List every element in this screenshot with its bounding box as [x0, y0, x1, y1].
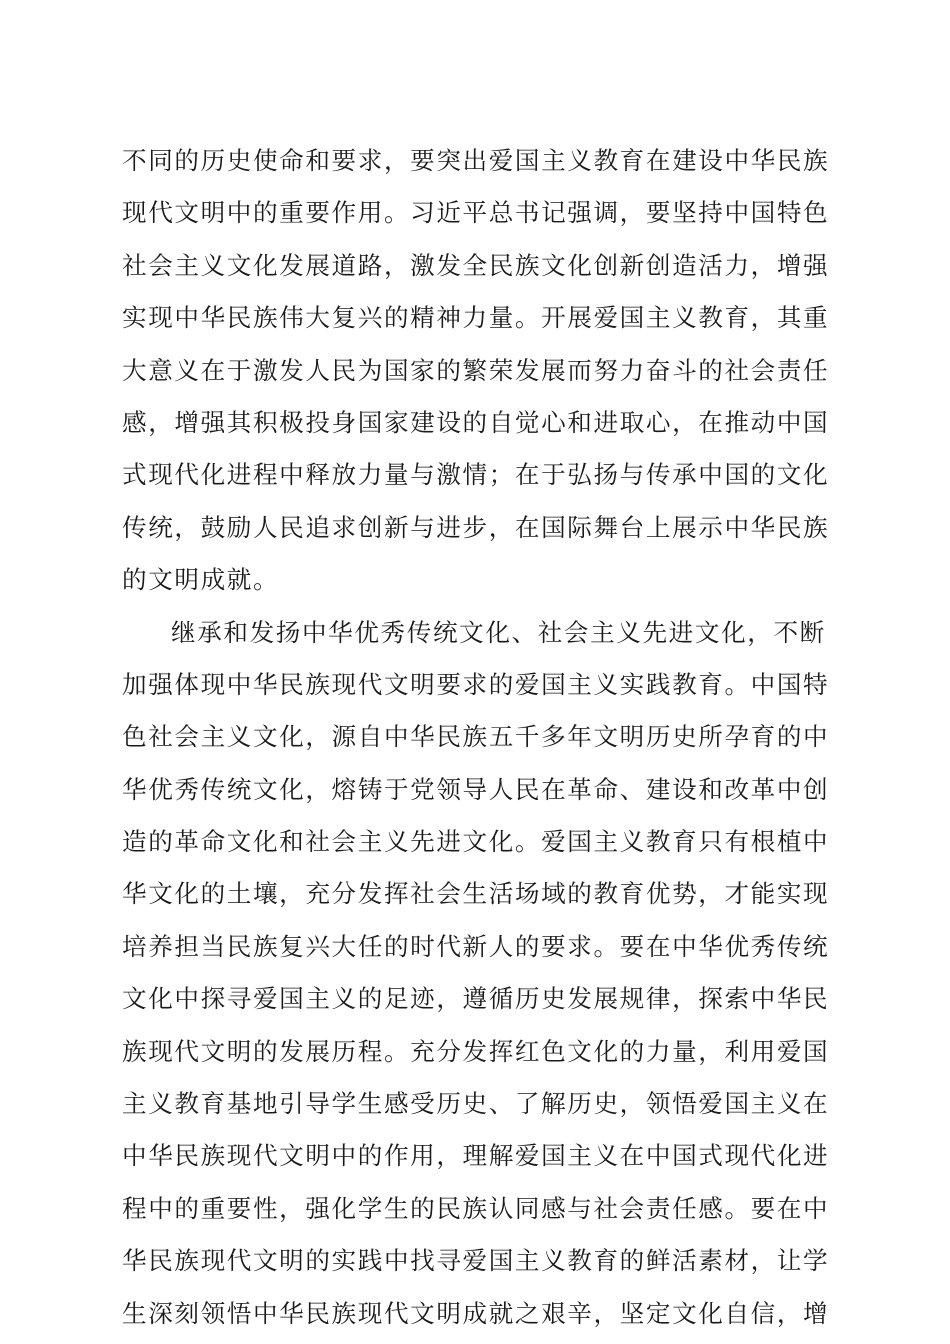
text-line: 的文明成就。 — [122, 565, 280, 595]
text-line: 实现中华民族伟大复兴的精神力量。开展爱国主义教育，其重 — [122, 303, 830, 333]
text-line: 不同的历史使命和要求，要突出爱国主义教育在建设中华民族 — [122, 146, 830, 175]
text-line: 华民族现代文明的实践中找寻爱国主义教育的鲜活素材，让学 — [122, 1246, 830, 1276]
text-line: 培养担当民族复兴大任的时代新人的要求。要在中华优秀传统 — [122, 931, 830, 961]
text-line: 继承和发扬中华优秀传统文化、社会主义先进文化，不断 — [171, 617, 826, 647]
text-line: 族现代文明的发展历程。充分发挥红色文化的力量，利用爱国 — [122, 1036, 830, 1066]
text-line: 传统，鼓励人民追求创新与进步，在国际舞台上展示中华民族 — [122, 512, 830, 542]
text-line: 加强体现中华民族现代文明要求的爱国主义实践教育。中国特 — [122, 669, 830, 699]
text-line: 中华民族现代文明中的作用，理解爱国主义在中国式现代化进 — [122, 1141, 830, 1171]
text-line: 主义教育基地引导学生感受历史、了解历史，领悟爱国主义在 — [122, 1089, 830, 1119]
paragraph-1 — [122, 135, 832, 607]
text-line: 程中的重要性，强化学生的民族认同感与社会责任感。要在中 — [122, 1193, 830, 1223]
text-line: 造的革命文化和社会主义先进文化。爱国主义教育只有根植中 — [122, 827, 830, 857]
body-text — [122, 135, 832, 1340]
text-line: 大意义在于激发人民为国家的繁荣发展而努力奋斗的社会责任 — [122, 355, 830, 385]
text-line: 色社会主义文化，源自中华民族五千多年文明历史所孕育的中 — [122, 722, 830, 752]
text-line: 生深刻领悟中华民族现代文明成就之艰辛，坚定文化自信，增 — [122, 1298, 830, 1328]
text-line: 现代文明中的重要作用。习近平总书记强调，要坚持中国特色 — [122, 198, 830, 228]
text-line: 社会主义文化发展道路，激发全民族文化创新创造活力，增强 — [122, 250, 830, 280]
text-line: 感，增强其积极投身国家建设的自觉心和进取心，在推动中国 — [122, 407, 830, 437]
text-line: 文化中探寻爱国主义的足迹，遵循历史发展规律，探索中华民 — [122, 984, 830, 1014]
text-line: 式现代化进程中释放力量与激情；在于弘扬与传承中国的文化 — [122, 460, 830, 490]
paragraph-2 — [122, 607, 832, 1340]
text-line: 华文化的土壤，充分发挥社会生活场域的教育优势，才能实现 — [122, 879, 830, 909]
text-line: 华优秀传统文化，熔铸于党领导人民在革命、建设和改革中创 — [122, 774, 830, 804]
